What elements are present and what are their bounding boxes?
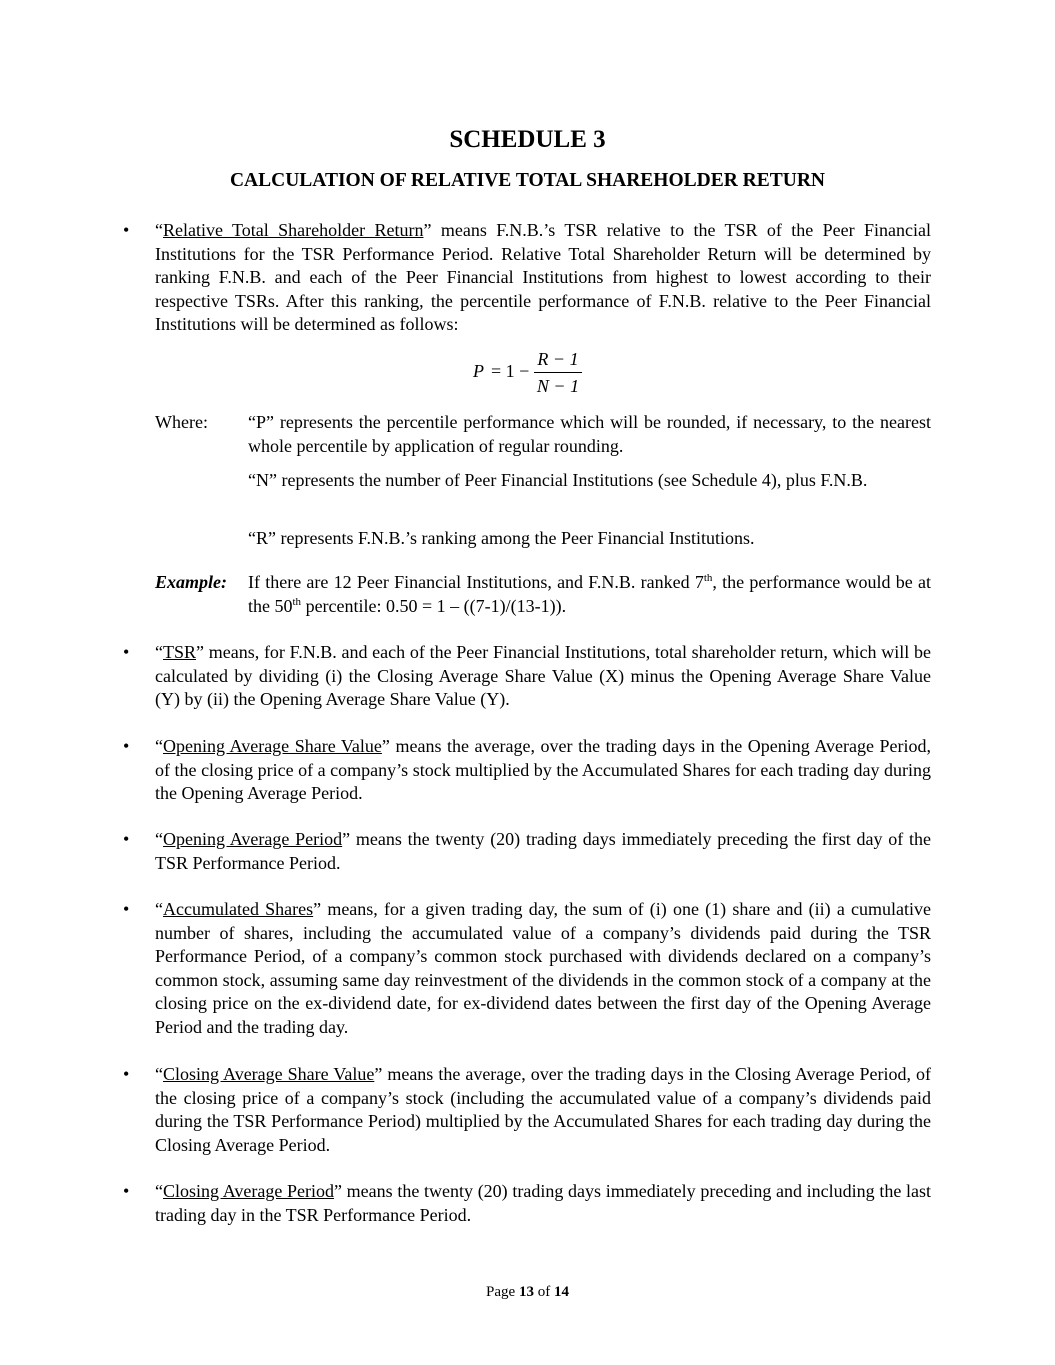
page-footer — [0, 1284, 1055, 1301]
bullet-icon: • — [123, 642, 130, 662]
open-quote: “ — [155, 1064, 163, 1084]
open-quote: “ — [155, 829, 163, 849]
where-label: Where: — [155, 412, 208, 432]
where-r: “R” represents F.N.B.’s ranking among the Peer Financial Institutions. — [248, 528, 755, 548]
defined-term: Opening Average Period — [163, 829, 343, 849]
open-quote: “ — [155, 899, 163, 919]
bullet-icon: • — [123, 899, 130, 919]
definition-text: ” means the twenty (20) trading days immediately preceding and including the last trading day in the TSR Performance Period. — [155, 1181, 932, 1225]
example-part1: If there are 12 Peer Financial Institutions, and F.N.B. ranked 7 — [248, 572, 704, 592]
bullet-icon: • — [123, 829, 130, 849]
definition-opening-average-period — [155, 828, 931, 875]
where-n: “N” represents the number of Peer Financial Institutions (see Schedule 4), plus F.N.B. — [248, 470, 868, 490]
bullet-icon: • — [123, 220, 130, 240]
footer-of-word: of — [537, 1284, 551, 1300]
fraction-bar — [534, 372, 582, 373]
where-p: “P” represents the percentile performance which will be rounded, if necessary, to the nearest whole percentile by application of regular rounding. — [248, 412, 931, 456]
definition-text: ” means F.N.B.’s TSR relative to the TSR of the Peer Financial Institutions for the TSR Performance Period. Relative Total Shareholder Return will be determined by ranking F.N.B. and each of the Peer Financial Institutions from highest to lowest according to their respective TSRs. After this ranking, the percentile performance of F.N.B. relative to the Peer Financial Institutions will be determined as follows: — [155, 220, 931, 335]
definition-tsr — [155, 641, 931, 712]
definition-closing-average-share-value — [155, 1063, 931, 1157]
defined-term: Opening Average Share Value — [163, 736, 382, 756]
footer-total-pages: 14 — [553, 1284, 569, 1300]
open-quote: “ — [155, 736, 163, 756]
definition-text: ” means the average, over the trading days in the Opening Average Period, of the closing price of a company’s stock multiplied by the Accumulated Shares for each trading day during the Opening Average Period. — [155, 736, 931, 804]
example-sup2: th — [292, 595, 302, 608]
example-part2: , the performance would be at the 50 — [248, 572, 931, 616]
formula-equals: = 1 − — [491, 361, 530, 381]
definition-text: ” means, for a given trading day, the sum of (i) one (1) share and (ii) a cumulative number of shares, including the accumulated value of a company’s dividends paid during the TSR Performance Period, of a company’s common stock purchased with dividends declared on a company’s common stock, assuming same day reinvestment of the dividends in the common stock of a company at the closing price on the ex-dividend date, for ex-dividend dates between the first day of the Opening Average Period and the trading day. — [155, 899, 931, 1037]
definition-opening-average-share-value — [155, 735, 931, 806]
percentile-formula — [473, 348, 593, 400]
definition-text: ” means the average, over the trading days in the Closing Average Period, of the closing price of a company’s stock (including the accumulated value of a company’s dividends paid during the TSR Performance Period) multiplied by the Accumulated Shares for each trading day during the Closing Average Period. — [155, 1064, 931, 1155]
definition-text: ” means, for F.N.B. and each of the Peer Financial Institutions, total shareholder return, which will be calculated by dividing (i) the Closing Average Share Value (X) minus the Opening Average Share Value (Y) by (ii) the Opening Average Share Value (Y). — [155, 642, 931, 710]
footer-current-page: 13 — [518, 1284, 534, 1300]
definition-relative-tsr — [155, 219, 931, 337]
bullet-icon: • — [123, 1064, 130, 1084]
definition-accumulated-shares — [155, 898, 931, 1040]
schedule-subtitle: CALCULATION OF RELATIVE TOTAL SHAREHOLDER RETURN — [229, 170, 826, 191]
open-quote: “ — [155, 642, 163, 662]
example-part3: percentile: 0.50 = 1 – ((7-1)/(13-1)). — [301, 595, 567, 616]
formula-numerator: R − 1 — [537, 349, 579, 369]
example-sup1: th — [703, 572, 713, 584]
footer-page-word: Page — [486, 1284, 516, 1300]
formula-lhs: P — [473, 361, 484, 381]
schedule-title: SCHEDULE 3 — [449, 126, 606, 153]
definition-text: ” means the twenty (20) trading days immediately preceding the first day of the TSR Performance Period. — [155, 829, 931, 873]
defined-term: Closing Average Period — [163, 1181, 335, 1201]
example-text — [248, 571, 931, 618]
open-quote: “ — [155, 220, 163, 240]
definition-closing-average-period — [155, 1180, 931, 1227]
defined-term: Accumulated Shares — [163, 899, 314, 919]
defined-term: Closing Average Share Value — [163, 1064, 375, 1084]
defined-term: TSR — [163, 642, 197, 662]
defined-term: Relative Total Shareholder Return — [163, 220, 424, 240]
bullet-icon: • — [123, 736, 130, 756]
formula-fraction — [534, 348, 582, 397]
bullet-icon: • — [123, 1181, 130, 1201]
example-label: Example: — [155, 572, 227, 592]
formula-denominator: N − 1 — [536, 376, 580, 396]
open-quote: “ — [155, 1181, 163, 1201]
